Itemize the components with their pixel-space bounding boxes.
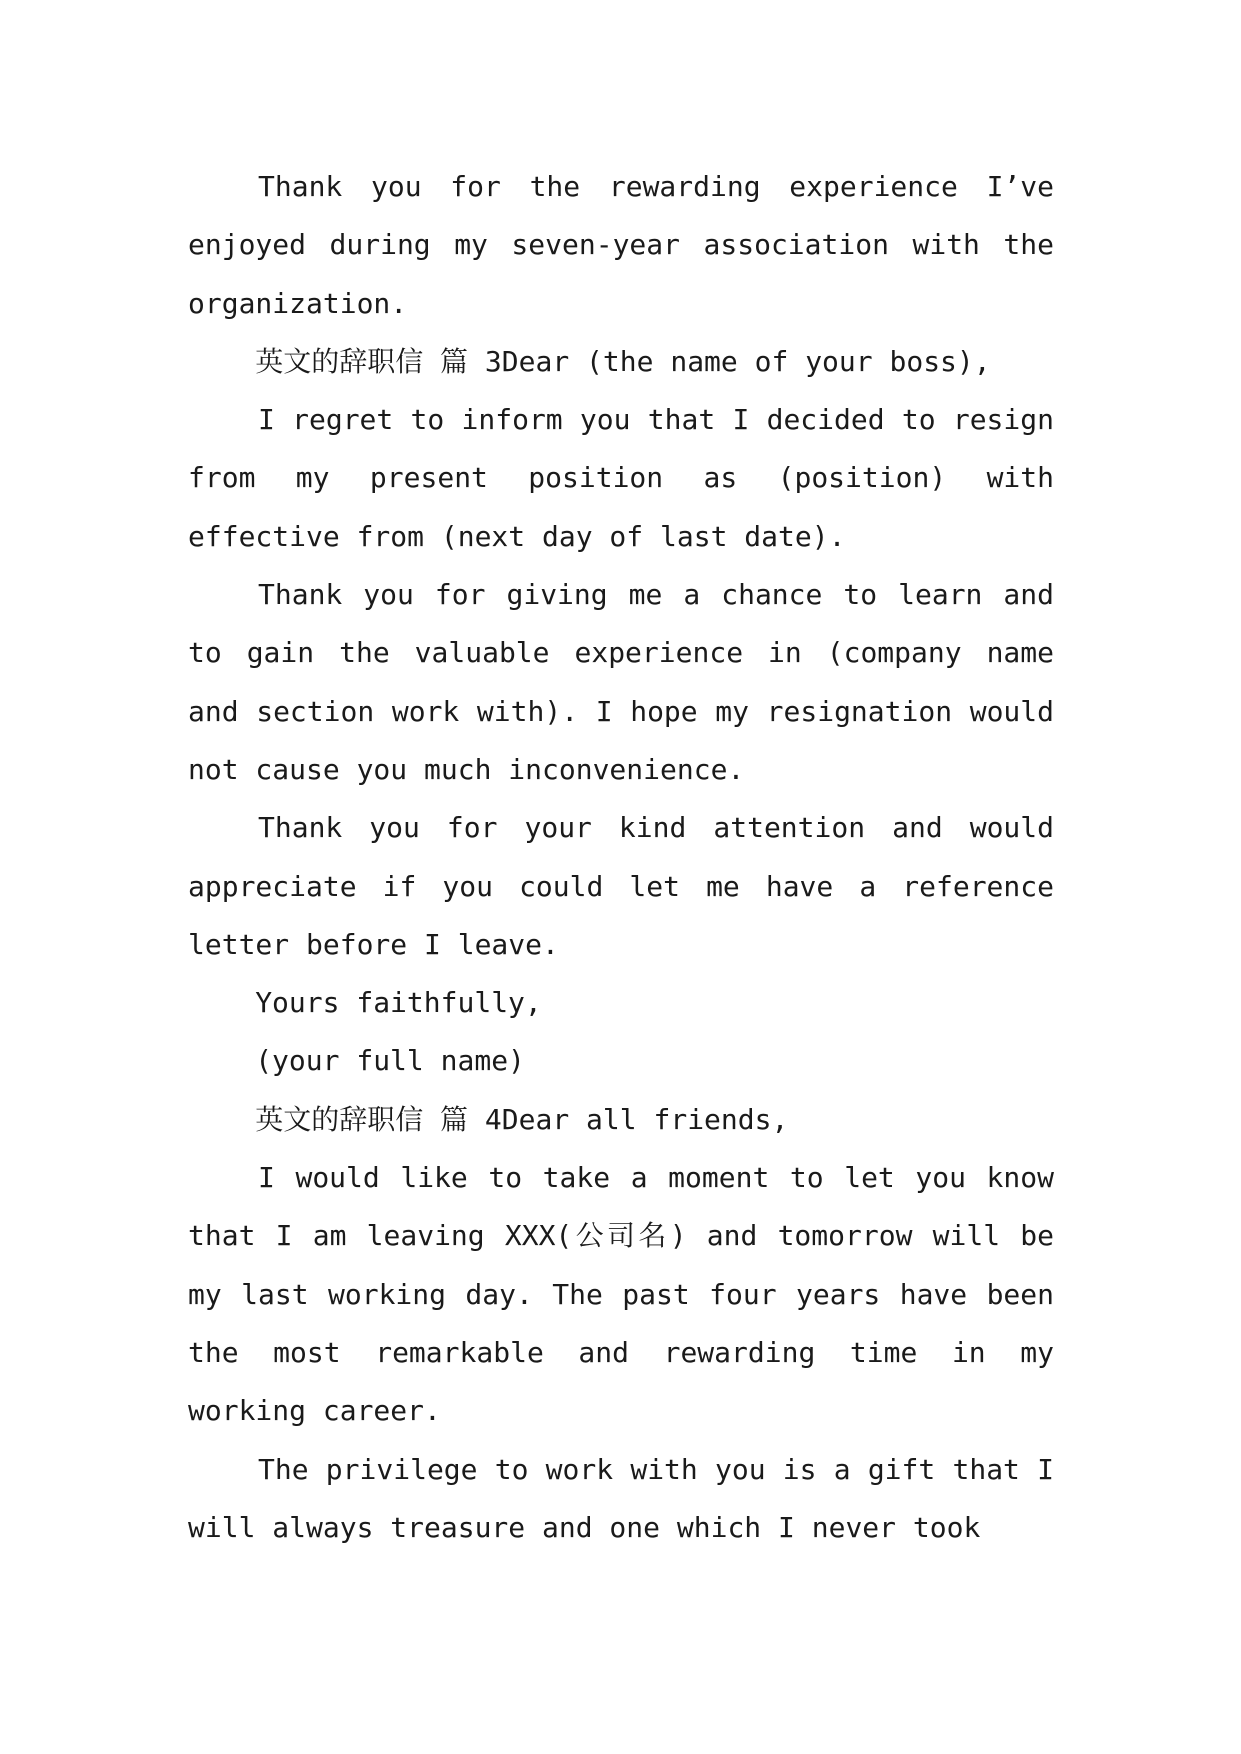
paragraph-thanks-chance: Thank you for giving me a chance to learn and to gain the valuable experience in (company name and section work with). I hope my resignation would not cause you much inconvenience. [188, 578, 1054, 786]
paragraph-resign-notice: I regret to inform you that I decided to resign from my present position as (position) with effective from (next day of last date). [188, 403, 1054, 553]
paragraph-thanks-experience: Thank you for the rewarding experience I’ve enjoyed during my seven-year association with the organization. [188, 170, 1054, 320]
letter-body [188, 158, 1054, 1557]
paragraph-reference-request: Thank you for your kind attention and would appreciate if you could let me have a reference letter before I leave. [188, 811, 1054, 961]
closing-line: Yours faithfully, [255, 986, 542, 1020]
letter-4-heading: 英文的辞职信 篇 4Dear all friends, [255, 1102, 789, 1136]
paragraph-leaving-notice: I would like to take a moment to let you know that I am leaving XXX(公司名) and tomorrow will be my last working day. The past four years have been the most remarkable and rewarding time in my working career. [188, 1161, 1054, 1428]
letter-3-heading: 英文的辞职信 篇 3Dear (the name of your boss), [255, 344, 991, 378]
paragraph-privilege: The privilege to work with you is a gift that I will always treasure and one which I never took [188, 1452, 1054, 1544]
signature-line: (your full name) [255, 1044, 525, 1078]
